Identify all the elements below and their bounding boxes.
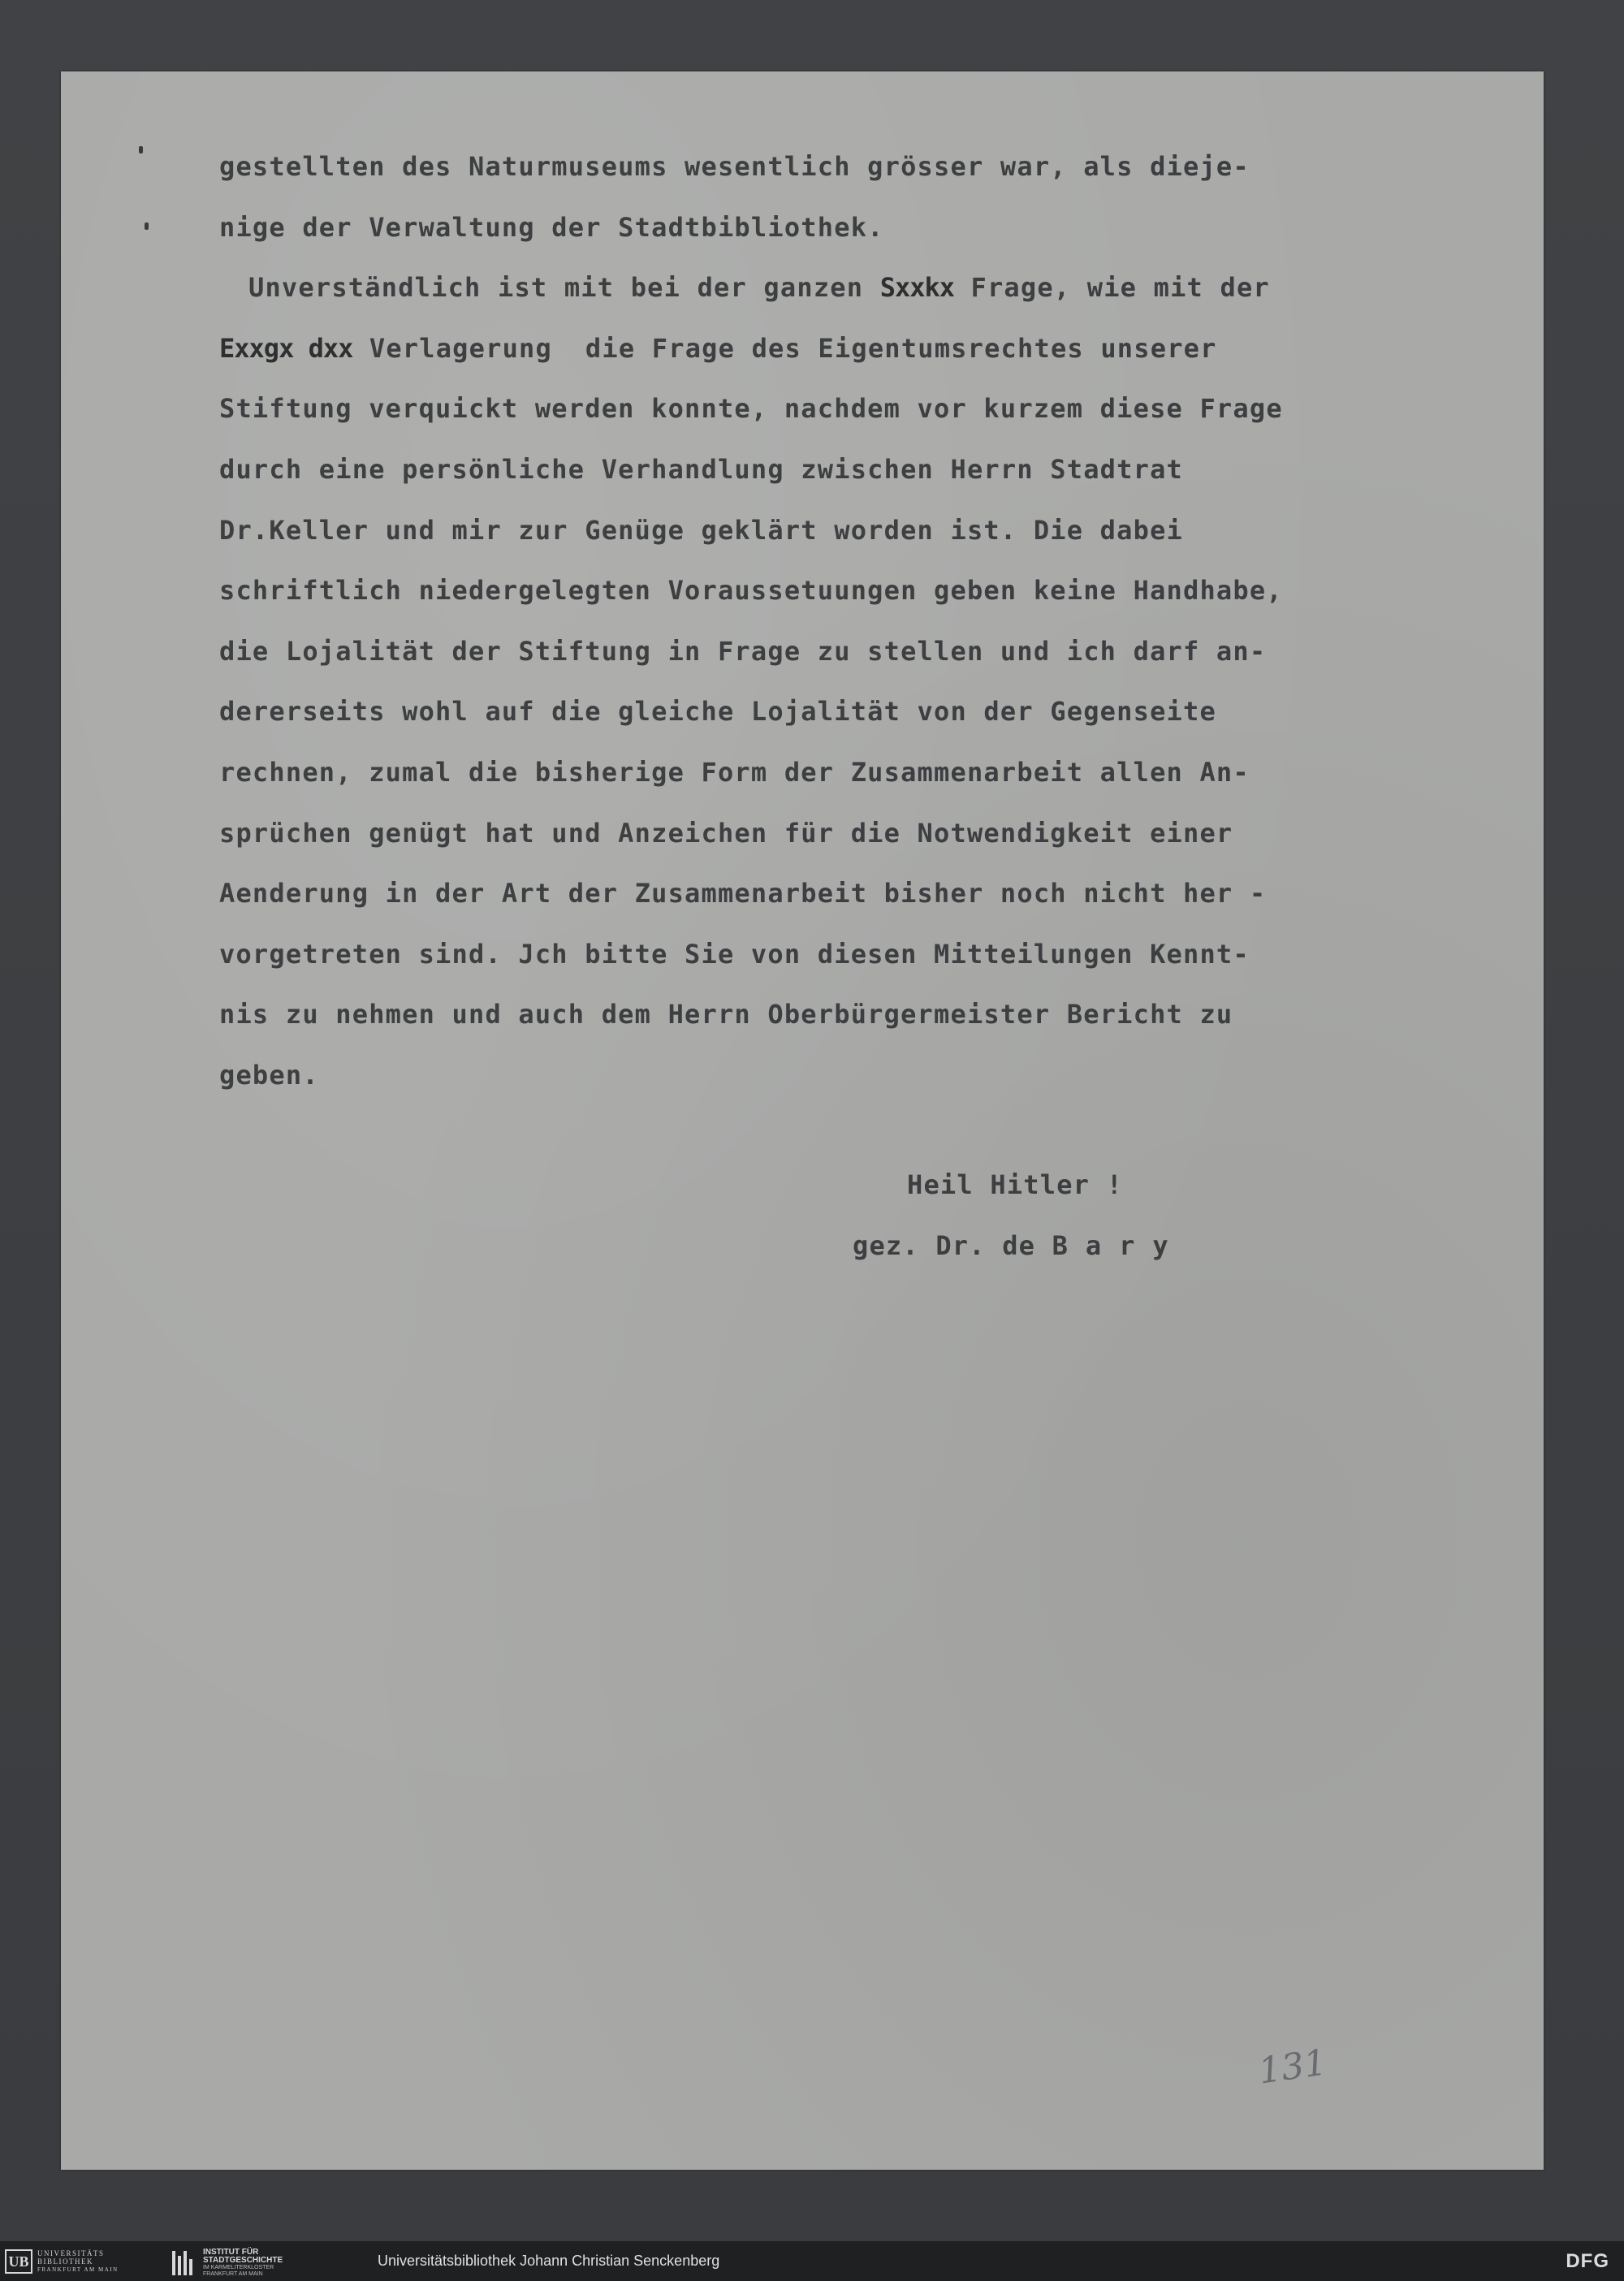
isg-text-line: INSTITUT FÜR	[203, 2248, 259, 2257]
struck-word: Exxgx dxx	[219, 332, 353, 364]
letter-line	[219, 318, 1470, 379]
isg-text-line: STADTGESCHICHTE	[203, 2256, 283, 2265]
signature-prefix: gez. Dr. de	[853, 1230, 1052, 1261]
letter-line: Aenderung in der Art der Zusammenarbeit bisher noch nicht her -	[219, 878, 1267, 909]
letter-line: die Lojalität der Stiftung in Frage zu stellen und ich darf an-	[219, 635, 1267, 667]
isg-logo	[172, 2249, 283, 2278]
letter-line: durch eine persönliche Verhandlung zwischen Herrn Stadtrat	[219, 453, 1184, 485]
letter-line: vorgetreten sind. Jch bitte Sie von diesen Mitteilungen Kennt-	[219, 938, 1250, 970]
isg-text-line: FRANKFURT AM MAIN	[203, 2271, 263, 2277]
margin-mark	[139, 146, 143, 153]
isg-logo-text	[203, 2249, 283, 2278]
dfg-logo: DFG	[1566, 2250, 1609, 2272]
letter-line: nige der Verwaltung der Stadtbibliothek.	[219, 211, 884, 243]
isg-logo-icon	[172, 2251, 197, 2275]
ub-logo-mark: UB	[5, 2249, 32, 2274]
line-text: Verlagerung die Frage des Eigentumsrechtes unserer	[369, 332, 1217, 364]
letter-line: Dr.Keller und mir zur Genüge geklärt worden ist. Die dabei	[219, 514, 1184, 546]
ub-text-line: BIBLIOTHEK	[37, 2257, 93, 2266]
isg-text-line: IM KARMELITERKLOSTER	[203, 2265, 274, 2270]
letter-line: geben.	[219, 1059, 319, 1091]
ub-text-line: FRANKFURT AM MAIN	[37, 2266, 119, 2273]
letter-line: dererseits wohl auf die gleiche Lojalität von der Gegenseite	[219, 696, 1216, 728]
handwritten-page-number: 131	[1255, 2041, 1330, 2093]
closing-greeting: Heil Hitler !	[907, 1169, 1124, 1200]
signature	[853, 1230, 1186, 1261]
margin-mark	[145, 222, 149, 230]
letter-line: gestellten des Naturmuseums wesentlich grösser war, als dieje-	[219, 151, 1250, 182]
struck-word: Sxxkx	[879, 272, 955, 304]
line-text: Unverständlich ist mit bei der ganzen	[248, 272, 880, 304]
signature-name: Bary	[1052, 1230, 1186, 1261]
ub-text-line: UNIVERSITÄTS	[37, 2249, 105, 2257]
line-text: Frage, wie mit der	[954, 272, 1270, 304]
letter-body	[219, 136, 1470, 1106]
letter-line: Stiftung verquickt werden konnte, nachdem vor kurzem diese Frage	[219, 393, 1283, 425]
letter-line	[219, 257, 1470, 318]
letter-line: rechnen, zumal die bisherige Form der Zusammenarbeit allen An-	[219, 756, 1250, 788]
letter-line: schriftlich niedergelegten Voraussetuungen geben keine Handhabe,	[219, 575, 1283, 607]
footer-bar	[0, 2241, 1624, 2281]
letter-line: nis zu nehmen und auch dem Herrn Oberbürgermeister Bericht zu	[219, 999, 1233, 1030]
ub-logo-text	[37, 2249, 119, 2274]
footer-caption: Universitätsbibliothek Johann Christian Senckenberg	[378, 2253, 720, 2269]
ub-logo	[5, 2249, 119, 2275]
letter-line: sprüchen genügt hat und Anzeichen für die Notwendigkeit einer	[219, 817, 1233, 849]
